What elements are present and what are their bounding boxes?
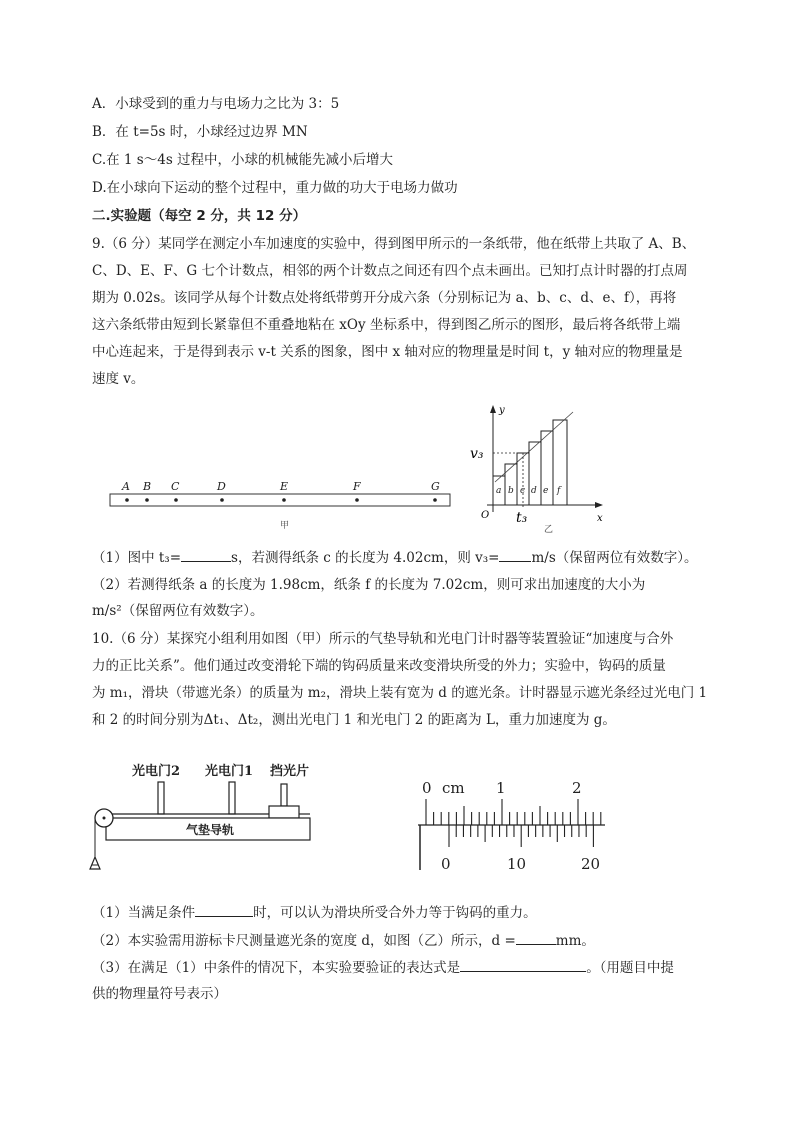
q9-line: 期为 0.02s。该同学从每个计数点处将纸带剪开分成六条（分别标记为 a、b、c、d、e、f），再将 xyxy=(92,290,677,306)
strip-label-e: e xyxy=(543,486,549,496)
strip-b xyxy=(505,464,517,505)
tape-dot xyxy=(355,498,359,502)
tape-dot xyxy=(125,498,129,502)
vernier-scale-10: 10 xyxy=(507,855,527,873)
q10-line: 和 2 的时间分别为Δt₁、Δt₂，测出光电门 1 和光电门 2 的距离为 L，重力加速度为 g。 xyxy=(92,712,616,728)
strip-label-b: b xyxy=(508,486,514,496)
tape-label-a: A xyxy=(122,480,130,493)
y-axis-arrow xyxy=(490,405,496,413)
q10-sub1-text: （1）当满足条件 xyxy=(92,905,196,921)
q10-sub3-text: 。（用题目中提 xyxy=(586,960,674,976)
main-scale-ticks xyxy=(426,799,601,825)
fit-line xyxy=(495,412,573,482)
option-a: A．小球受到的重力与电场力之比为 3：5 xyxy=(92,96,340,112)
strip-label-d: d xyxy=(531,486,537,496)
answer-blank-v3[interactable] xyxy=(499,548,531,562)
y-axis-label: y xyxy=(499,405,505,416)
q10-line: 力的正比关系”。他们通过改变滑轮下端的钩码质量来改变滑块所受的外力；实验中，钩码的质量 xyxy=(92,658,666,674)
q10-sub2-text: （2）本实验需用游标卡尺测量遮光条的宽度 d，如图（乙）所示，d = xyxy=(92,933,516,949)
vernier-scale-0: 0 xyxy=(441,855,451,873)
q9-sub1-text: s，若测得纸条 c 的长度为 4.02cm，则 v₃= xyxy=(231,550,500,566)
gate1-label: 光电门1 xyxy=(205,764,254,779)
gate2-post xyxy=(158,782,164,814)
strip-label-a: a xyxy=(496,486,502,496)
q9-line: 中心连起来，于是得到表示 v-t 关系的图象，图中 x 轴对应的物理量是时间 t，y 轴对应的物理量是 xyxy=(92,344,683,360)
v3-label: v₃ xyxy=(470,446,484,462)
answer-blank-expression[interactable] xyxy=(460,958,586,972)
q10-line: 为 m₁，滑块（带遮光条）的质量为 m₂，滑块上装有宽为 d 的遮光条。计时器显示遮光条经过光电门 1 xyxy=(92,685,708,701)
tape-label-d: D xyxy=(217,480,226,493)
tape-label-b: B xyxy=(143,480,152,493)
tape-label-c: C xyxy=(171,480,180,493)
q9-sub1 xyxy=(92,548,698,567)
q9-sub2-cont: m/s²（保留两位有效数字）。 xyxy=(92,603,264,619)
air-track-figure xyxy=(88,757,338,877)
gate2-label: 光电门2 xyxy=(132,764,181,779)
option-d: D.在小球向下运动的整个过程中，重力做的功大于电场力做功 xyxy=(92,180,458,196)
rail-label: 气垫导轨 xyxy=(186,823,235,837)
vt-strip-graph xyxy=(465,400,615,535)
q10-sub3-text: （3）在满足（1）中条件的情况下，本实验要验证的表达式是 xyxy=(92,960,461,976)
tape-label-g: G xyxy=(431,480,440,493)
q9-sub1-text: m/s（保留两位有效数字）。 xyxy=(531,550,698,566)
q10-sub1 xyxy=(92,903,537,922)
q10-sub3-cont: 供的物理量符号表示） xyxy=(92,986,227,1002)
tape-dot xyxy=(145,498,149,502)
section-title: 二.实验题（每空 2 分，共 12 分） xyxy=(92,208,307,224)
main-scale-2: 2 xyxy=(572,779,582,797)
q9-line: 这六条纸带由短到长紧靠但不重叠地粘在 xOy 坐标系中，得到图乙所示的图形，最后将各纸带上端 xyxy=(92,317,681,333)
tape-label-f: F xyxy=(353,480,361,493)
scale-unit: cm xyxy=(442,779,465,797)
vernier-scale-ticks xyxy=(449,825,593,847)
tape-dot xyxy=(282,498,286,502)
strip-label-f: f xyxy=(557,486,561,496)
tape-caption: 甲 xyxy=(280,521,290,531)
answer-blank-t3[interactable] xyxy=(181,548,231,562)
t3-label: t₃ xyxy=(516,510,528,526)
tape-dot xyxy=(174,498,178,502)
vernier-scale-20: 20 xyxy=(581,855,601,873)
tape-dot xyxy=(433,498,437,502)
tape-dot xyxy=(220,498,224,502)
flag xyxy=(281,784,287,806)
tape-label-e: E xyxy=(280,480,289,493)
strip-label-c: c xyxy=(520,486,526,496)
graph-caption: 乙 xyxy=(544,525,554,535)
vernier-caliper-figure xyxy=(410,770,610,875)
gate1-post xyxy=(229,782,235,814)
option-b: B．在 t=5s 时，小球经过边界 MN xyxy=(92,124,308,140)
flag-label: 挡光片 xyxy=(270,764,310,779)
answer-blank-d[interactable] xyxy=(516,931,556,945)
pulley-axle xyxy=(103,817,106,820)
origin-label: O xyxy=(481,510,490,521)
x-axis-arrow xyxy=(595,502,603,508)
q10-sub1-text: 时，可以认为滑块所受合外力等于钩码的重力。 xyxy=(253,905,537,921)
x-axis-label: x xyxy=(597,513,603,524)
answer-blank-condition[interactable] xyxy=(195,903,253,917)
slider xyxy=(269,806,299,818)
q9-line: 9.（6 分）某同学在测定小车加速度的实验中，得到图甲所示的一条纸带，他在纸带上共取了 A、B、 xyxy=(92,236,696,252)
hook-weight xyxy=(90,857,100,869)
main-scale-0: 0 xyxy=(422,779,432,797)
q9-line: 速度 v。 xyxy=(92,371,145,387)
q10-sub3 xyxy=(92,958,674,977)
option-c: C.在 1 s～4s 过程中，小球的机械能先减小后增大 xyxy=(92,152,394,168)
paper-tape-figure xyxy=(100,470,460,540)
q9-sub1-text: （1）图中 t₃= xyxy=(92,550,182,566)
q9-line: C、D、E、F、G 七个计数点，相邻的两个计数点之间还有四个点未画出。已知打点计时器的打点周 xyxy=(92,263,688,279)
q10-sub2 xyxy=(92,931,595,950)
main-scale-1: 1 xyxy=(496,779,506,797)
q9-sub2: （2）若测得纸条 a 的长度为 1.98cm，纸条 f 的长度为 7.02cm，则可求出加速度的大小为 xyxy=(92,577,646,593)
q10-sub2-text: mm。 xyxy=(555,933,595,949)
paper-tape xyxy=(110,494,450,506)
q10-line: 10.（6 分）某探究小组利用如图（甲）所示的气垫导轨和光电门计时器等装置验证“加速度与合外 xyxy=(92,631,674,647)
